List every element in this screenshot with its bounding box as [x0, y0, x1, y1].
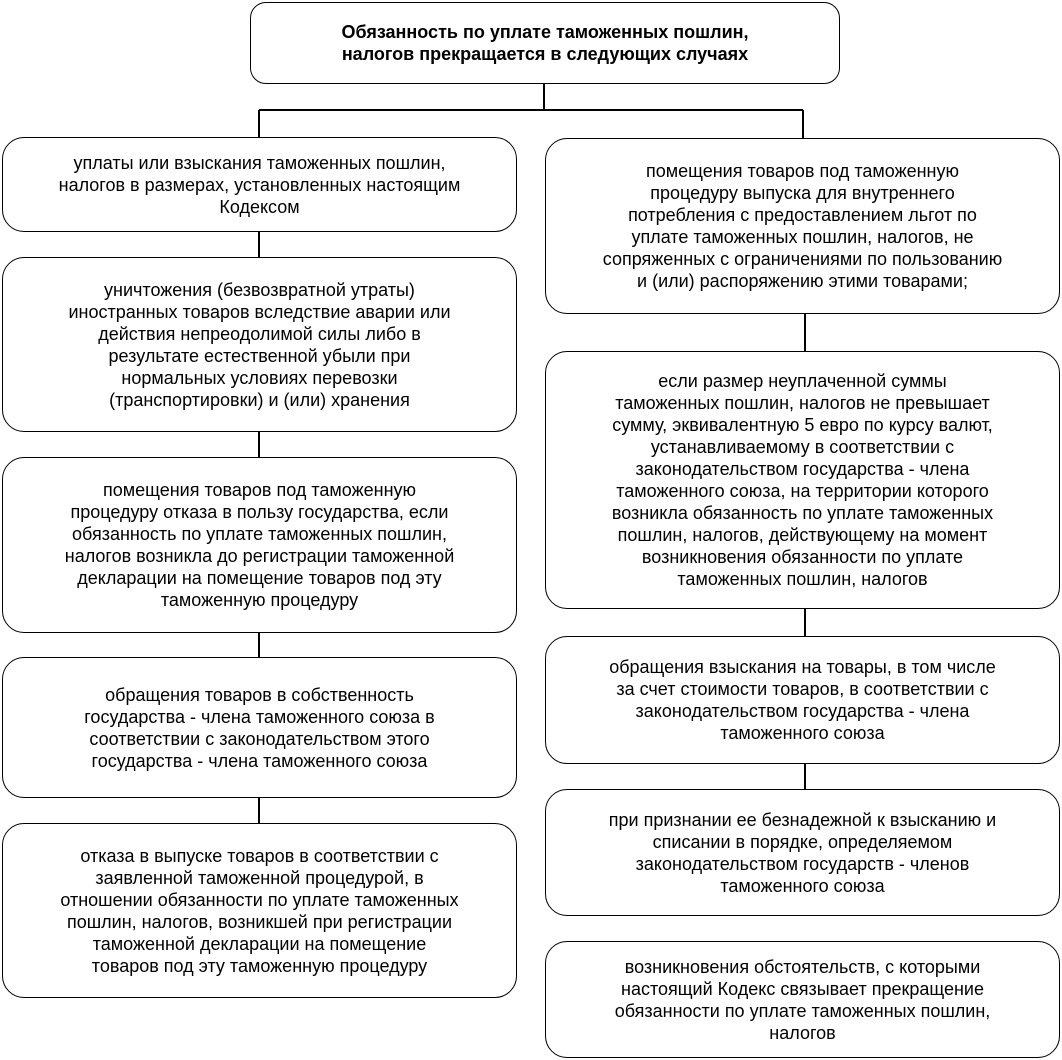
left-case-state-ownership-box — [2, 657, 517, 798]
right-case-foreclosure-box — [545, 636, 1060, 764]
header-title: Обязанность по уплате таможенных пошлин, налогов прекращается в следующих случаях — [341, 22, 749, 64]
case-text: уничтожения (безвозвратной утраты) иностранных товаров вследствие аварии или действия непреодолимой силы либо в результате естественной убыли при нормальных условиях перевозки (транспортировки) и (или) хранения — [68, 279, 451, 410]
case-text: помещения товаров под таможенную процедуру отказа в пользу государства, если обязанность по уплате таможенных пошлин, налогов возникла до регистрации таможенной декларации на помещение товаров под эту таможенную процедуру — [64, 480, 455, 610]
right-case-domestic-release-box — [545, 138, 1060, 314]
left-case-payment-box — [2, 137, 517, 232]
right-case-other-circumstances-box — [545, 941, 1060, 1058]
right-case-small-amount-box — [545, 351, 1060, 609]
case-text: при признании ее безнадежной к взысканию и списании в порядке, определяемом законодательством государств - членов таможенного союза — [608, 809, 997, 896]
case-text: обращения товаров в собственность государства - члена таможенного союза в соответствии с законодательством этого государства - члена таможенного союза — [84, 684, 435, 771]
left-case-refusal-procedure-box — [2, 457, 517, 633]
case-text: если размер неуплаченной суммы таможенных пошлин, налогов не превышает сумму, эквивалентную 5 евро по курсу валют, устанавливаемому в соответствии с законодательством государства - члена таможенного союза, на территории которого возникла обязанность по уплате таможенных пошлин, налогов, действующему на момент возникновения обязанности по уплате таможенных пошлин, налогов — [611, 371, 994, 589]
case-text: возникновения обстоятельств, с которыми настоящий Кодекс связывает прекращение обязанности по уплате таможенных пошлин, налогов — [614, 956, 991, 1043]
left-case-release-refusal-box — [2, 823, 517, 998]
case-text: уплаты или взыскания таможенных пошлин, налогов в размерах, установленных настоящим Кодексом — [58, 152, 461, 217]
right-case-uncollectible-box — [545, 789, 1060, 916]
case-text: обращения взыскания на товары, в том числе за счет стоимости товаров, в соответствии с законодательством государства - члена таможенного союза — [609, 657, 996, 743]
left-case-destruction-box — [2, 257, 517, 432]
header-box — [250, 2, 840, 84]
case-text: помещения товаров под таможенную процедуру выпуска для внутреннего потребления с предоставлением льгот по уплате таможенных пошлин, налогов, не сопряженных с ограничениями по пользованию и (или) распоряжению этими товарами; — [602, 161, 1003, 291]
case-text: отказа в выпуске товаров в соответствии с заявленной таможенной процедурой, в отношении обязанности по уплате таможенных пошлин, налогов, возникшей при регистрации таможенной декларации на помещение товаров под эту таможенную процедуру — [60, 845, 459, 976]
